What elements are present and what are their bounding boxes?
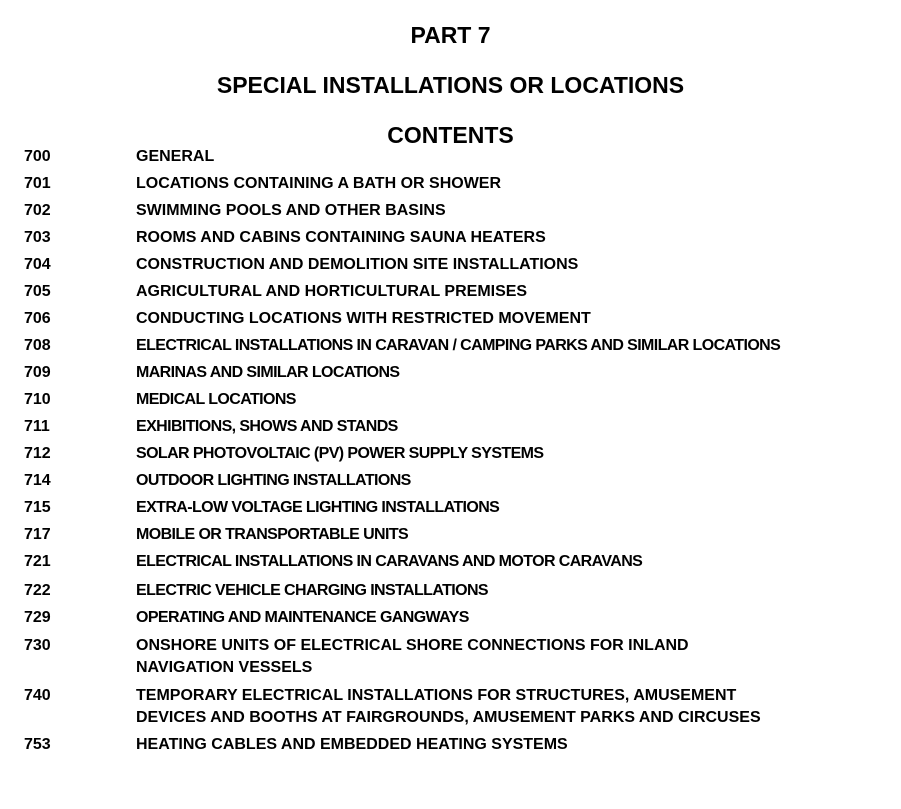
toc-entry-title: TEMPORARY ELECTRICAL INSTALLATIONS FOR STRUCTURES, AMUSEMENT DEVICES AND BOOTHS AT FAIRGROUNDS, AMUSEMENT PARKS AND CIRCUSES (136, 687, 761, 726)
toc-entry-title: ROOMS AND CABINS CONTAINING SAUNA HEATERS (136, 229, 546, 246)
toc-entry-title: OUTDOOR LIGHTING INSTALLATIONS (136, 472, 411, 489)
toc-entry (24, 734, 894, 756)
toc-entry (24, 389, 894, 411)
toc-entry-number: 712 (24, 445, 51, 462)
toc-entry-title: OPERATING AND MAINTENANCE GANGWAYS (136, 609, 469, 626)
table-of-contents (24, 146, 894, 756)
toc-entry-number: 721 (24, 553, 51, 570)
toc-entry-number: 703 (24, 229, 51, 246)
toc-entry-number: 705 (24, 283, 51, 300)
toc-entry-title: MARINAS AND SIMILAR LOCATIONS (136, 364, 400, 381)
toc-entry (24, 254, 894, 276)
toc-entry-title: ELECTRICAL INSTALLATIONS IN CARAVANS AND MOTOR CARAVANS (136, 553, 643, 570)
toc-entry-number: 710 (24, 391, 51, 408)
toc-entry-number: 715 (24, 499, 51, 516)
toc-entry (24, 607, 894, 629)
toc-entry-number: 701 (24, 175, 51, 192)
toc-entry (24, 335, 894, 357)
toc-entry-number: 702 (24, 202, 51, 219)
toc-entry (24, 443, 894, 465)
toc-entry-number: 709 (24, 364, 51, 381)
section-title: SPECIAL INSTALLATIONS OR LOCATIONS (216, 72, 685, 98)
toc-entry-number: 704 (24, 256, 51, 273)
toc-entry (24, 281, 894, 303)
toc-entry-number: 730 (24, 637, 51, 654)
toc-entry (24, 416, 894, 438)
toc-entry-number: 706 (24, 310, 51, 327)
contents-title: CONTENTS (387, 122, 514, 148)
toc-entry-number: 729 (24, 609, 51, 626)
toc-entry (24, 551, 894, 573)
toc-entry-title: ELECTRICAL INSTALLATIONS IN CARAVAN / CAMPING PARKS AND SIMILAR LOCATIONS (136, 337, 781, 354)
toc-entry-title: ELECTRIC VEHICLE CHARGING INSTALLATIONS (136, 582, 489, 599)
toc-entry (24, 524, 894, 546)
toc-entry (24, 146, 894, 168)
toc-entry-title: HEATING CABLES AND EMBEDDED HEATING SYSTEMS (136, 736, 568, 753)
toc-entry (24, 173, 894, 195)
toc-entry-title: EXTRA-LOW VOLTAGE LIGHTING INSTALLATIONS (136, 499, 500, 516)
toc-entry-title: EXHIBITIONS, SHOWS AND STANDS (136, 418, 398, 435)
toc-entry (24, 497, 894, 519)
toc-entry-title: AGRICULTURAL AND HORTICULTURAL PREMISES (136, 283, 528, 300)
toc-entry-number: 711 (24, 418, 50, 435)
toc-entry (24, 227, 894, 249)
toc-entry-title: SOLAR PHOTOVOLTAIC (PV) POWER SUPPLY SYSTEMS (136, 445, 544, 462)
toc-entry-number: 753 (24, 736, 51, 753)
toc-entry-number: 717 (24, 526, 51, 543)
toc-entry-title: SWIMMING POOLS AND OTHER BASINS (136, 202, 446, 219)
toc-entry (24, 685, 894, 729)
toc-entry (24, 470, 894, 492)
toc-entry (24, 635, 894, 679)
toc-entry-title: CONDUCTING LOCATIONS WITH RESTRICTED MOVEMENT (136, 310, 591, 327)
toc-entry (24, 200, 894, 222)
toc-entry-number: 708 (24, 337, 51, 354)
toc-entry-title: GENERAL (136, 148, 215, 165)
toc-entry-title: ONSHORE UNITS OF ELECTRICAL SHORE CONNECTIONS FOR INLAND NAVIGATION VESSELS (136, 637, 689, 676)
toc-entry-number: 714 (24, 472, 51, 489)
toc-entry-title: CONSTRUCTION AND DEMOLITION SITE INSTALLATIONS (136, 256, 579, 273)
toc-entry (24, 580, 894, 602)
toc-entry-title: MEDICAL LOCATIONS (136, 391, 296, 408)
toc-entry-number: 740 (24, 687, 51, 704)
toc-entry-title: LOCATIONS CONTAINING A BATH OR SHOWER (136, 175, 502, 192)
toc-entry (24, 308, 894, 330)
toc-entry-number: 700 (24, 148, 51, 165)
toc-entry-number: 722 (24, 582, 51, 599)
toc-entry (24, 362, 894, 384)
toc-entry-title: MOBILE OR TRANSPORTABLE UNITS (136, 526, 409, 543)
part-title: PART 7 (410, 22, 491, 48)
